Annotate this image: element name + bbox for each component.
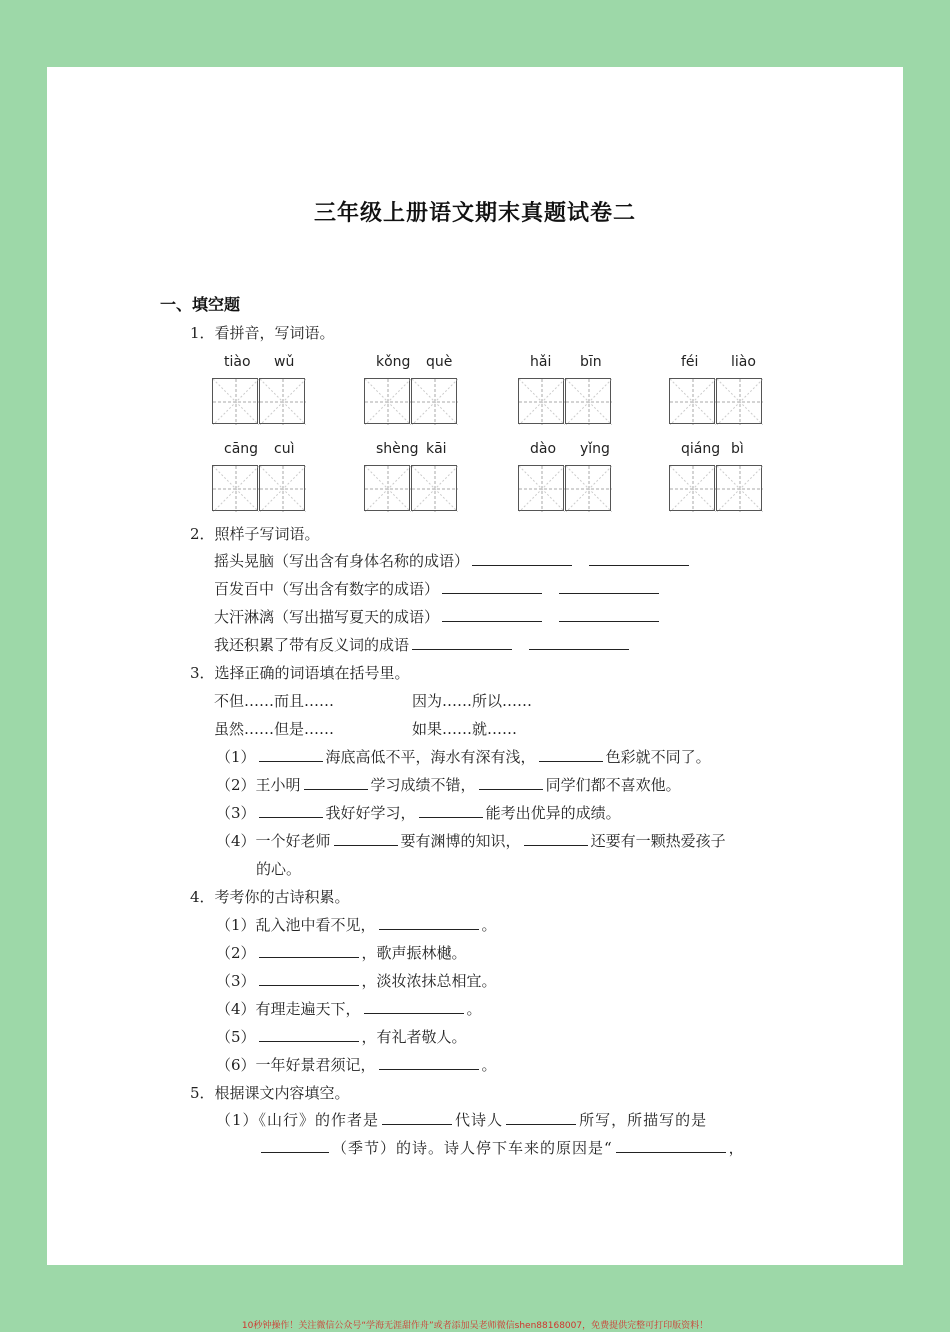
answer-blank[interactable] bbox=[419, 803, 483, 818]
answer-blank[interactable] bbox=[261, 1138, 329, 1153]
pinyin-syllable: qiáng bbox=[681, 441, 721, 457]
q3-sentence-4-cont: 的心。 bbox=[256, 860, 302, 878]
pinyin-syllable: cāng bbox=[224, 441, 259, 457]
answer-blank[interactable] bbox=[379, 1055, 479, 1070]
character-grid-box[interactable] bbox=[364, 465, 410, 511]
character-grid-box[interactable] bbox=[716, 465, 762, 511]
q2-line-4 bbox=[214, 634, 632, 655]
character-grid-box[interactable] bbox=[364, 378, 410, 424]
pinyin-syllable: cuì bbox=[274, 441, 295, 457]
pinyin-syllable: què bbox=[426, 354, 453, 370]
answer-blank[interactable] bbox=[334, 831, 398, 846]
pinyin-word bbox=[364, 354, 464, 434]
answer-blank[interactable] bbox=[539, 747, 603, 762]
pinyin-word bbox=[212, 441, 312, 521]
q3-option-3: 虽然……但是…… bbox=[214, 720, 335, 738]
q3-label: 3．选择正确的词语填在括号里。 bbox=[190, 664, 410, 682]
character-grid-box[interactable] bbox=[259, 465, 305, 511]
answer-blank[interactable] bbox=[382, 1110, 452, 1125]
character-grid-box[interactable] bbox=[669, 465, 715, 511]
q4-poem-3: （3） ，淡妆浓抹总相宜。 bbox=[216, 972, 497, 990]
character-grid-box[interactable] bbox=[212, 378, 258, 424]
q3-option-4: 如果……就…… bbox=[412, 720, 518, 738]
answer-blank[interactable] bbox=[412, 635, 512, 650]
answer-blank[interactable] bbox=[589, 551, 689, 566]
q5-label: 5．根据课文内容填空。 bbox=[190, 1084, 350, 1102]
q2-prompt-1: 摇头晃脑（写出含有身体名称的成语） bbox=[214, 552, 470, 570]
q3-sentence-2: （2）王小明 学习成绩不错， 同学们都不喜欢他。 bbox=[216, 776, 681, 794]
character-grid-box[interactable] bbox=[518, 465, 564, 511]
q4-poem-2: （2） ，歌声振林樾。 bbox=[216, 944, 467, 962]
q2-line-1 bbox=[214, 550, 692, 571]
pinyin-syllable: liào bbox=[731, 354, 756, 370]
q4-poem-4: （4）有理走遍天下， 。 bbox=[216, 1000, 482, 1018]
pinyin-syllable: wǔ bbox=[274, 354, 295, 370]
page-title: 三年级上册语文期末真题试卷二 bbox=[313, 201, 636, 226]
section-heading: 一、填空题 bbox=[160, 295, 241, 314]
answer-blank[interactable] bbox=[506, 1110, 576, 1125]
q4-poem-6: （6）一年好景君须记， 。 bbox=[216, 1056, 497, 1074]
answer-blank[interactable] bbox=[304, 775, 368, 790]
pinyin-word bbox=[518, 354, 618, 434]
character-grid-box[interactable] bbox=[565, 465, 611, 511]
pinyin-syllable: shèng bbox=[376, 441, 419, 457]
pinyin-syllable: hǎi bbox=[530, 354, 552, 370]
answer-blank[interactable] bbox=[479, 775, 543, 790]
answer-blank[interactable] bbox=[559, 607, 659, 622]
pinyin-word bbox=[669, 441, 769, 521]
answer-blank[interactable] bbox=[364, 999, 464, 1014]
character-grid-box[interactable] bbox=[716, 378, 762, 424]
answer-blank[interactable] bbox=[259, 803, 323, 818]
pinyin-syllable: dào bbox=[530, 441, 557, 457]
character-grid-box[interactable] bbox=[669, 378, 715, 424]
q4-poem-5: （5） ，有礼者敬人。 bbox=[216, 1028, 467, 1046]
q4-poem-1: （1）乱入池中看不见， 。 bbox=[216, 916, 497, 934]
q3-option-1: 不但……而且…… bbox=[214, 692, 335, 710]
q3-sentence-4: （4）一个好老师 要有渊博的知识， 还要有一颗热爱孩子 bbox=[216, 832, 726, 850]
q2-prompt-2: 百发百中（写出含有数字的成语） bbox=[214, 580, 440, 598]
pinyin-syllable: kǒng bbox=[376, 354, 411, 370]
answer-blank[interactable] bbox=[379, 915, 479, 930]
character-grid-box[interactable] bbox=[212, 465, 258, 511]
character-grid-box[interactable] bbox=[565, 378, 611, 424]
paper-sheet bbox=[47, 67, 903, 1265]
answer-blank[interactable] bbox=[524, 831, 588, 846]
q2-line-3 bbox=[214, 606, 662, 627]
answer-blank[interactable] bbox=[259, 1027, 359, 1042]
character-grid-box[interactable] bbox=[518, 378, 564, 424]
q2-prompt-3: 大汗淋漓（写出描写夏天的成语） bbox=[214, 608, 440, 626]
footer-notice: 10秒钟操作！关注微信公众号“学海无涯甜作舟”或者添加吴老师微信shen88168007，免费提供完整可打印版资料！ bbox=[241, 1321, 709, 1331]
character-grid-box[interactable] bbox=[411, 378, 457, 424]
q2-line-2 bbox=[214, 578, 662, 599]
pinyin-word bbox=[669, 354, 769, 434]
q5-line-2: （季节）的诗。诗人停下车来的原因是“ ， bbox=[258, 1137, 745, 1158]
pinyin-syllable: yǐng bbox=[580, 441, 610, 457]
character-grid-box[interactable] bbox=[411, 465, 457, 511]
pinyin-syllable: tiào bbox=[224, 354, 251, 370]
answer-blank[interactable] bbox=[616, 1138, 726, 1153]
answer-blank[interactable] bbox=[259, 971, 359, 986]
q2-prompt-4: 我还积累了带有反义词的成语 bbox=[214, 636, 410, 654]
q3-sentence-1: （1） 海底高低不平，海水有深有浅， 色彩就不同了。 bbox=[216, 748, 711, 766]
q3-option-2: 因为……所以…… bbox=[412, 692, 533, 710]
answer-blank[interactable] bbox=[259, 943, 359, 958]
pinyin-syllable: bì bbox=[731, 441, 744, 457]
q4-label: 4．考考你的古诗积累。 bbox=[190, 888, 350, 906]
answer-blank[interactable] bbox=[442, 607, 542, 622]
q3-sentence-3: （3） 我好好学习， 能考出优异的成绩。 bbox=[216, 804, 621, 822]
q2-label: 2．照样子写词语。 bbox=[190, 525, 320, 543]
pinyin-word bbox=[212, 354, 312, 434]
q5-line-1: （1）《山行》的作者是 代诗人 所写，所描写的是 bbox=[216, 1111, 708, 1129]
answer-blank[interactable] bbox=[259, 747, 323, 762]
pinyin-word bbox=[364, 441, 464, 521]
pinyin-word bbox=[518, 441, 618, 521]
pinyin-syllable: féi bbox=[681, 354, 699, 370]
q1-label: 1．看拼音，写词语。 bbox=[190, 324, 335, 342]
pinyin-syllable: bīn bbox=[580, 354, 602, 370]
answer-blank[interactable] bbox=[559, 579, 659, 594]
answer-blank[interactable] bbox=[472, 551, 572, 566]
answer-blank[interactable] bbox=[442, 579, 542, 594]
answer-blank[interactable] bbox=[529, 635, 629, 650]
character-grid-box[interactable] bbox=[259, 378, 305, 424]
pinyin-syllable: kāi bbox=[426, 441, 447, 457]
